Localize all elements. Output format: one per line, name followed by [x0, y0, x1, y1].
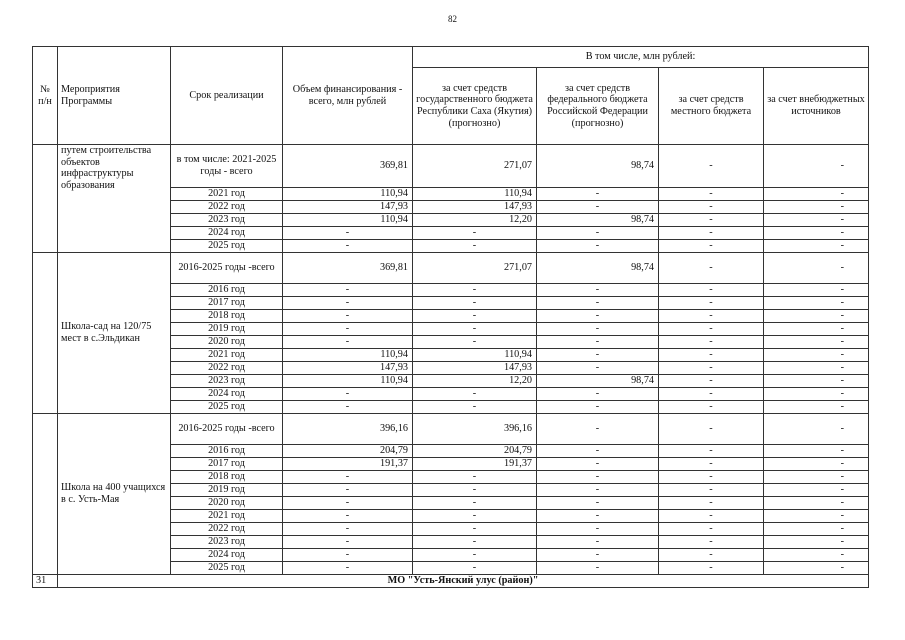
- federal-cell: -: [537, 562, 659, 575]
- federal-cell: -: [537, 497, 659, 510]
- extrabudget-cell: -: [764, 536, 869, 549]
- extrabudget-cell: -: [764, 445, 869, 458]
- federal-cell: -: [537, 201, 659, 214]
- federal-cell: -: [537, 349, 659, 362]
- summary-period: 2016-2025 годы -всего: [171, 414, 283, 445]
- extrabudget-cell: -: [764, 214, 869, 227]
- regional-cell: -: [413, 497, 537, 510]
- total-cell: 110,94: [283, 349, 413, 362]
- period-cell: 2020 год: [171, 336, 283, 349]
- extrabudget-cell: -: [764, 523, 869, 536]
- summary-extrabudget: -: [764, 145, 869, 188]
- col-header-including: В том числе, млн рублей:: [413, 47, 869, 68]
- total-cell: -: [283, 523, 413, 536]
- num-cell: [33, 253, 58, 414]
- total-cell: -: [283, 297, 413, 310]
- regional-cell: -: [413, 523, 537, 536]
- total-cell: 110,94: [283, 188, 413, 201]
- federal-cell: -: [537, 471, 659, 484]
- federal-cell: -: [537, 240, 659, 253]
- period-cell: 2022 год: [171, 201, 283, 214]
- col-header-total: Объем финансирования - всего, млн рублей: [283, 47, 413, 145]
- summary-federal: 98,74: [537, 253, 659, 284]
- row-number: 31: [33, 575, 58, 588]
- col-header-local: за счет средств местного бюджета: [659, 68, 764, 145]
- regional-cell: -: [413, 401, 537, 414]
- period-cell: 2023 год: [171, 214, 283, 227]
- regional-cell: -: [413, 336, 537, 349]
- regional-cell: -: [413, 562, 537, 575]
- total-cell: 191,37: [283, 458, 413, 471]
- federal-cell: -: [537, 388, 659, 401]
- summary-total: 369,81: [283, 253, 413, 284]
- local-cell: -: [659, 188, 764, 201]
- period-cell: 2024 год: [171, 549, 283, 562]
- summary-extrabudget: -: [764, 253, 869, 284]
- local-cell: -: [659, 284, 764, 297]
- regional-cell: -: [413, 240, 537, 253]
- period-cell: 2023 год: [171, 536, 283, 549]
- num-cell: [33, 414, 58, 575]
- local-cell: -: [659, 562, 764, 575]
- local-cell: -: [659, 323, 764, 336]
- total-cell: 147,93: [283, 362, 413, 375]
- local-cell: -: [659, 240, 764, 253]
- period-cell: 2020 год: [171, 497, 283, 510]
- regional-cell: 12,20: [413, 375, 537, 388]
- summary-local: -: [659, 145, 764, 188]
- col-header-regional: за счет средств государственного бюджета Республики Саха (Якутия) (прогнозно): [413, 68, 537, 145]
- period-cell: 2021 год: [171, 510, 283, 523]
- col-header-measures: Мероприятия Программы: [58, 47, 171, 145]
- federal-cell: -: [537, 284, 659, 297]
- summary-local: -: [659, 253, 764, 284]
- federal-cell: -: [537, 523, 659, 536]
- financing-table: [32, 46, 869, 588]
- period-cell: 2025 год: [171, 401, 283, 414]
- summary-total: 396,16: [283, 414, 413, 445]
- period-cell: 2017 год: [171, 458, 283, 471]
- regional-cell: 147,93: [413, 201, 537, 214]
- extrabudget-cell: -: [764, 458, 869, 471]
- period-cell: 2025 год: [171, 240, 283, 253]
- regional-cell: 191,37: [413, 458, 537, 471]
- period-cell: 2019 год: [171, 323, 283, 336]
- local-cell: -: [659, 471, 764, 484]
- regional-cell: -: [413, 510, 537, 523]
- federal-cell: -: [537, 549, 659, 562]
- local-cell: -: [659, 445, 764, 458]
- total-cell: -: [283, 284, 413, 297]
- total-cell: -: [283, 388, 413, 401]
- extrabudget-cell: -: [764, 362, 869, 375]
- local-cell: -: [659, 362, 764, 375]
- local-cell: -: [659, 458, 764, 471]
- extrabudget-cell: -: [764, 549, 869, 562]
- total-cell: -: [283, 562, 413, 575]
- extrabudget-cell: -: [764, 471, 869, 484]
- period-cell: 2017 год: [171, 297, 283, 310]
- federal-cell: -: [537, 401, 659, 414]
- period-cell: 2021 год: [171, 349, 283, 362]
- local-cell: -: [659, 510, 764, 523]
- local-cell: -: [659, 497, 764, 510]
- extrabudget-cell: -: [764, 388, 869, 401]
- regional-cell: -: [413, 536, 537, 549]
- total-cell: -: [283, 310, 413, 323]
- federal-cell: -: [537, 227, 659, 240]
- total-cell: 204,79: [283, 445, 413, 458]
- federal-cell: -: [537, 310, 659, 323]
- summary-regional: 271,07: [413, 253, 537, 284]
- summary-period: в том числе: 2021-2025 годы - всего: [171, 145, 283, 188]
- regional-cell: 204,79: [413, 445, 537, 458]
- regional-cell: 110,94: [413, 349, 537, 362]
- summary-period: 2016-2025 годы -всего: [171, 253, 283, 284]
- extrabudget-cell: -: [764, 227, 869, 240]
- extrabudget-cell: -: [764, 297, 869, 310]
- local-cell: -: [659, 336, 764, 349]
- total-cell: 110,94: [283, 375, 413, 388]
- period-cell: 2024 год: [171, 227, 283, 240]
- local-cell: -: [659, 349, 764, 362]
- num-cell: [33, 145, 58, 253]
- local-cell: -: [659, 375, 764, 388]
- extrabudget-cell: -: [764, 284, 869, 297]
- total-cell: -: [283, 227, 413, 240]
- federal-cell: -: [537, 336, 659, 349]
- total-cell: -: [283, 497, 413, 510]
- local-cell: -: [659, 214, 764, 227]
- extrabudget-cell: -: [764, 510, 869, 523]
- total-cell: 110,94: [283, 214, 413, 227]
- page-number: 82: [448, 14, 457, 24]
- local-cell: -: [659, 227, 764, 240]
- federal-cell: -: [537, 362, 659, 375]
- extrabudget-cell: -: [764, 562, 869, 575]
- total-cell: -: [283, 336, 413, 349]
- extrabudget-cell: -: [764, 349, 869, 362]
- total-cell: -: [283, 510, 413, 523]
- local-cell: -: [659, 401, 764, 414]
- extrabudget-cell: -: [764, 310, 869, 323]
- section-title: МО "Усть-Янский улус (район)": [58, 575, 869, 588]
- federal-cell: -: [537, 188, 659, 201]
- regional-cell: -: [413, 388, 537, 401]
- extrabudget-cell: -: [764, 401, 869, 414]
- federal-cell: -: [537, 297, 659, 310]
- total-cell: -: [283, 240, 413, 253]
- regional-cell: -: [413, 323, 537, 336]
- regional-cell: -: [413, 471, 537, 484]
- federal-cell: -: [537, 484, 659, 497]
- summary-regional: 396,16: [413, 414, 537, 445]
- period-cell: 2022 год: [171, 523, 283, 536]
- measure-name: путем строительства объектов инфраструктуры образования: [58, 145, 171, 253]
- regional-cell: -: [413, 297, 537, 310]
- col-header-num: № п/н: [33, 47, 58, 145]
- extrabudget-cell: -: [764, 484, 869, 497]
- federal-cell: -: [537, 458, 659, 471]
- extrabudget-cell: -: [764, 323, 869, 336]
- federal-cell: -: [537, 323, 659, 336]
- local-cell: -: [659, 523, 764, 536]
- regional-cell: -: [413, 310, 537, 323]
- period-cell: 2018 год: [171, 310, 283, 323]
- local-cell: -: [659, 484, 764, 497]
- extrabudget-cell: -: [764, 201, 869, 214]
- summary-total: 369,81: [283, 145, 413, 188]
- regional-cell: -: [413, 484, 537, 497]
- extrabudget-cell: -: [764, 336, 869, 349]
- period-cell: 2024 год: [171, 388, 283, 401]
- federal-cell: 98,74: [537, 375, 659, 388]
- col-header-extrabudget: за счет внебюджетных источников: [764, 68, 869, 145]
- total-cell: -: [283, 401, 413, 414]
- period-cell: 2016 год: [171, 445, 283, 458]
- summary-local: -: [659, 414, 764, 445]
- extrabudget-cell: -: [764, 497, 869, 510]
- col-header-period: Срок реализации: [171, 47, 283, 145]
- local-cell: -: [659, 549, 764, 562]
- regional-cell: 147,93: [413, 362, 537, 375]
- federal-cell: -: [537, 445, 659, 458]
- summary-federal: -: [537, 414, 659, 445]
- measure-name: Школа-сад на 120/75 мест в с.Эльдикан: [58, 253, 171, 414]
- local-cell: -: [659, 388, 764, 401]
- total-cell: 147,93: [283, 201, 413, 214]
- total-cell: -: [283, 471, 413, 484]
- measure-name: Школа на 400 учащихся в с. Усть-Мая: [58, 414, 171, 575]
- period-cell: 2019 год: [171, 484, 283, 497]
- regional-cell: 110,94: [413, 188, 537, 201]
- summary-regional: 271,07: [413, 145, 537, 188]
- federal-cell: 98,74: [537, 214, 659, 227]
- period-cell: 2023 год: [171, 375, 283, 388]
- extrabudget-cell: -: [764, 375, 869, 388]
- local-cell: -: [659, 297, 764, 310]
- regional-cell: -: [413, 227, 537, 240]
- local-cell: -: [659, 536, 764, 549]
- federal-cell: -: [537, 536, 659, 549]
- period-cell: 2025 год: [171, 562, 283, 575]
- total-cell: -: [283, 323, 413, 336]
- total-cell: -: [283, 536, 413, 549]
- federal-cell: -: [537, 510, 659, 523]
- period-cell: 2022 год: [171, 362, 283, 375]
- summary-extrabudget: -: [764, 414, 869, 445]
- period-cell: 2021 год: [171, 188, 283, 201]
- extrabudget-cell: -: [764, 188, 869, 201]
- total-cell: -: [283, 484, 413, 497]
- regional-cell: -: [413, 284, 537, 297]
- local-cell: -: [659, 310, 764, 323]
- summary-federal: 98,74: [537, 145, 659, 188]
- period-cell: 2018 год: [171, 471, 283, 484]
- extrabudget-cell: -: [764, 240, 869, 253]
- total-cell: -: [283, 549, 413, 562]
- period-cell: 2016 год: [171, 284, 283, 297]
- local-cell: -: [659, 201, 764, 214]
- col-header-federal: за счет средств федерального бюджета Российской Федерации (прогнозно): [537, 68, 659, 145]
- regional-cell: 12,20: [413, 214, 537, 227]
- regional-cell: -: [413, 549, 537, 562]
